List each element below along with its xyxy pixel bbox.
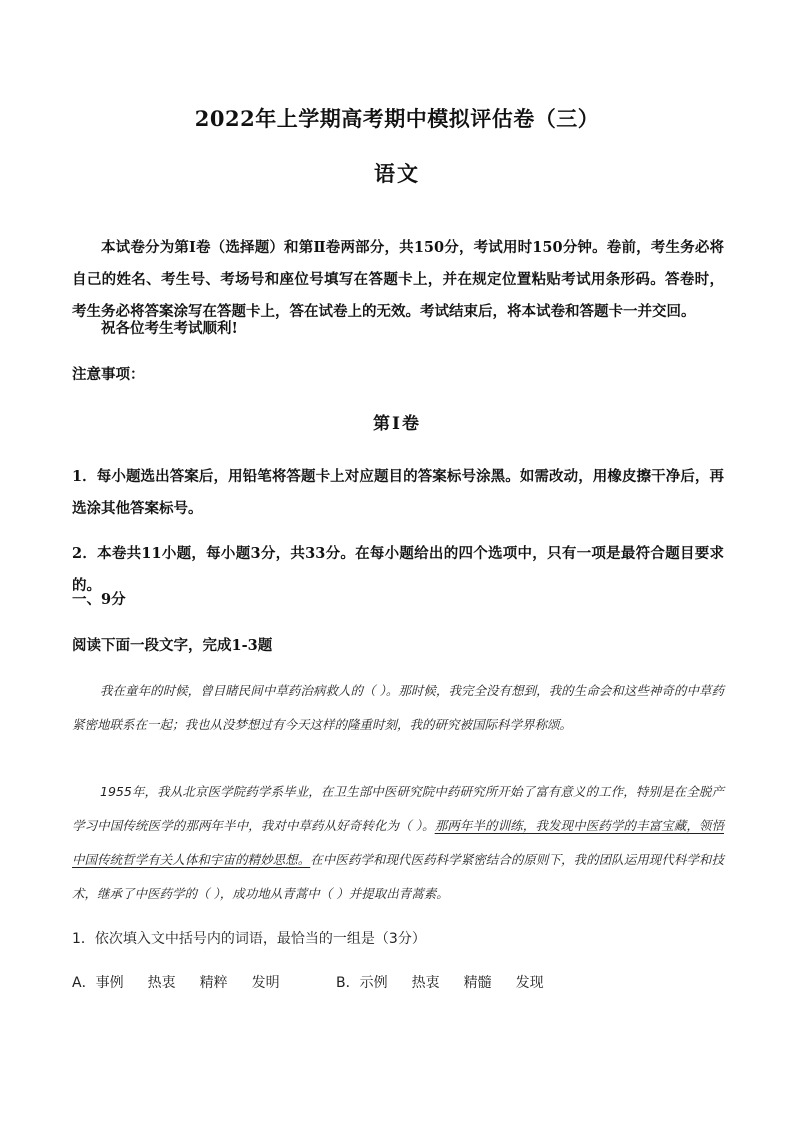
exam-title: 2022年上学期高考期中模拟评估卷（三）: [194, 106, 600, 131]
subject-title: 语文: [374, 161, 420, 186]
exam-instructions: 本试卷分为第Ⅰ卷（选择题）和第Ⅱ卷两部分，共150分，考试用时150分钟。卷前，考生务必将自己的姓名、考生号、考场号和座位号填写在答题卡上，并在规定位置粘贴考试用条形码。答卷时，考生务必将答案涂写在答题卡上，答在试卷上的无效。考试结束后，将本试卷和答题卡一并交回。: [72, 239, 724, 320]
option-a-word-2: 热衷: [147, 975, 176, 991]
underlined-sentence: 那两年半的训练，我发现中医药学的丰富宝藏，领悟中国传统哲学有关人体和宇宙的精妙思想。: [72, 818, 724, 867]
rule-1: 1．每小题选出答案后，用铅笔将答题卡上对应题目的答案标号涂黑。如需改动，用橡皮擦干净后，再选涂其他答案标号。: [72, 468, 724, 517]
passage-text-2a: 1955年，我从北京医学院药学系毕业，在卫生部中医研究院中药研究所开始了富有意义的工作，特别是在全脱产学习中国传统医学的那两年半中，我对中草药从好奇转化为（ ）。: [72, 784, 724, 833]
passage-text-2: [72, 775, 724, 911]
passage-paragraph-2: [72, 775, 724, 911]
option-b[interactable]: [336, 969, 568, 997]
good-luck-message: 祝各位考生考试顺利!: [101, 320, 238, 337]
reading-prompt: 阅读下面一段文字，完成1-3题: [72, 637, 273, 654]
option-b-word-4: 发现: [515, 975, 544, 991]
question-1-options: [72, 969, 724, 997]
option-a-word-3: 精粹: [199, 975, 228, 991]
section-title: 第Ⅰ卷: [373, 414, 421, 434]
option-a[interactable]: [72, 969, 304, 997]
option-a-word-4: 发明: [251, 975, 280, 991]
part-heading: 一、9分: [72, 591, 126, 608]
option-b-label: B．示例: [336, 975, 388, 991]
option-a-label: A．事例: [72, 975, 124, 991]
rule-2: 2．本卷共11小题，每小题3分，共33分。在每小题给出的四个选项中，只有一项是最符合题目要求的。: [72, 545, 724, 594]
passage-text-2c: 在中医药学和现代医药科学紧密结合的原则下，我的团队运用现代科学和技术，继承了中医药学的（ ），成功地从青蒿中（ ）并提取出青蒿素。: [72, 852, 724, 901]
notes-heading: 注意事项：: [72, 366, 145, 383]
passage-text-1: 我在童年的时候，曾目睹民间中草药治病救人的（ ）。那时候，我完全没有想到，我的生命会和这些神奇的中草药紧密地联系在一起；我也从没梦想过有今天这样的隆重时刻，我的研究被国际科学界称颂。: [72, 683, 724, 732]
option-b-word-2: 热衷: [411, 975, 440, 991]
option-b-word-3: 精髓: [463, 975, 492, 991]
passage-paragraph-1: [72, 674, 724, 742]
question-1-stem: 1．依次填入文中括号内的词语，最恰当的一组是（3分）: [72, 931, 426, 947]
